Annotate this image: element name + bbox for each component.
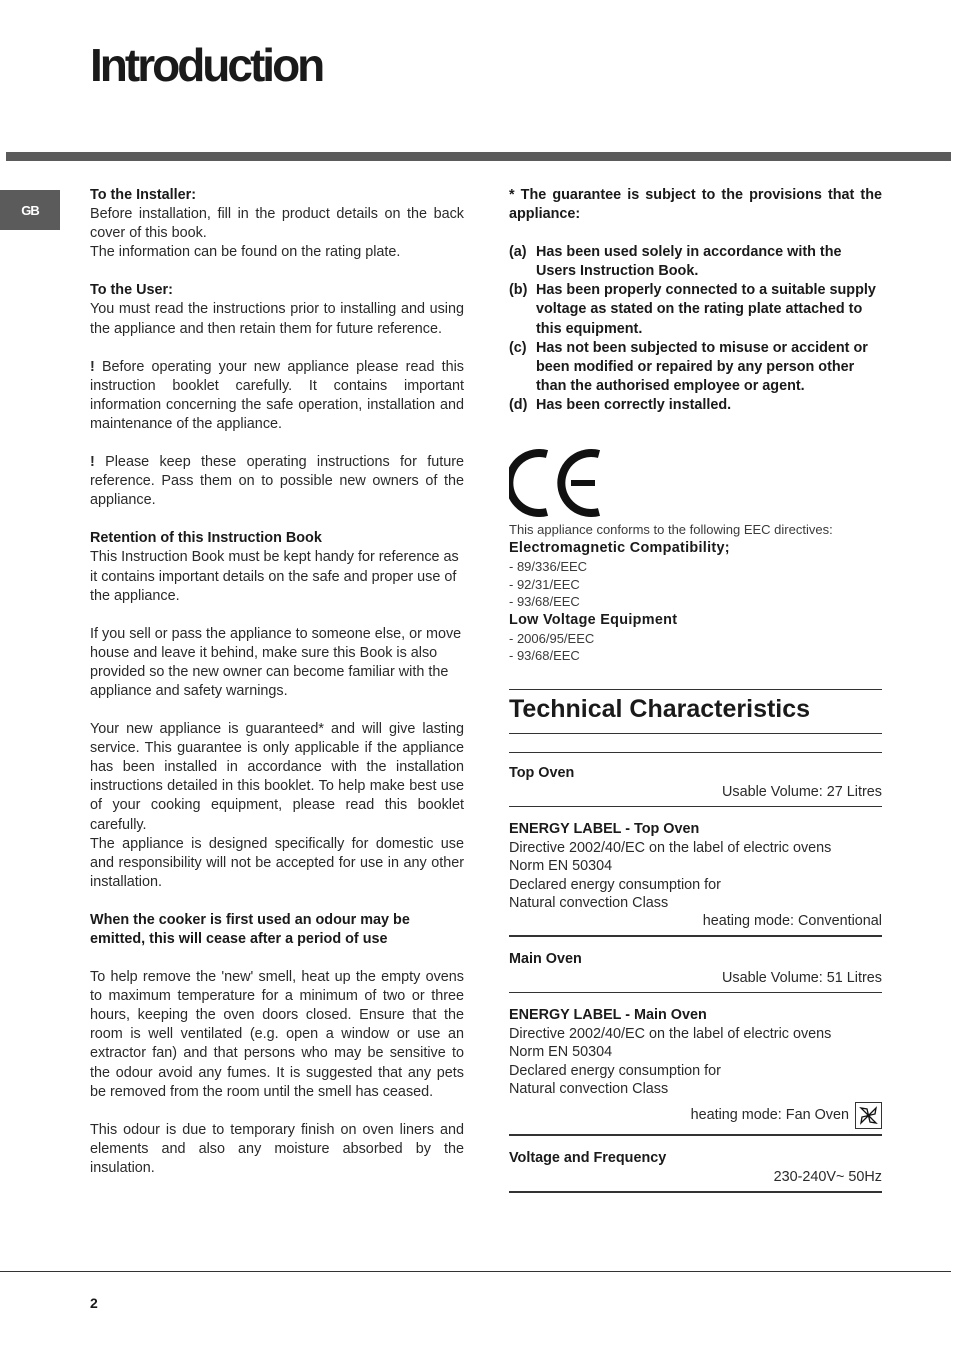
energy-top-line: Natural convection Class xyxy=(509,894,669,911)
warning-1-text: Before operating your new appliance please read this instruction booklet carefully. It contains important information concerning the safe operation, installation and maintenance of the appliance. xyxy=(90,358,464,432)
item-text: Has been used solely in accordance with the Users Instruction Book. xyxy=(536,244,842,280)
emc-list xyxy=(509,558,882,611)
main-oven-title: Main Oven xyxy=(509,951,582,967)
list-item xyxy=(509,281,882,338)
guarantee-provisions-heading: * The guarantee is subject to the provisions that the appliance: xyxy=(509,187,882,223)
energy-main-line: Declared energy consumption for xyxy=(509,1062,721,1079)
odour-text-2: This odour is due to temporary finish on oven liners and elements and also any moisture absorbed by the insulation. xyxy=(90,1121,464,1176)
fan-oven-icon xyxy=(855,1102,882,1129)
right-column xyxy=(509,186,882,1193)
energy-main-line: Natural convection Class xyxy=(509,1080,669,1097)
spec-main-oven xyxy=(509,935,882,992)
odour-text: To help remove the 'new' smell, heat up the empty ovens to maximum temperature for a minimum of two or three hours, keeping the oven doors closed. Ensure that the room is well ventilated (e.g. open a window or use an extractor fan) and that persons who may be sensitive to the odour avoid any fumes. It is suggested that any pets be removed from the room until the smell has ceased. xyxy=(90,969,464,1100)
emc-heading: Electromagnetic Compatibility; xyxy=(509,540,730,557)
ce-mark-icon xyxy=(509,446,882,520)
warning-mark: ! xyxy=(90,358,95,375)
user-heading: To the User: xyxy=(90,282,173,299)
ce-mark-icon-svg xyxy=(509,446,605,520)
warning-mark: ! xyxy=(90,454,95,471)
spec-bottom-rule xyxy=(509,1191,882,1193)
energy-top-line: Declared energy consumption for xyxy=(509,876,721,893)
energy-main-mode-row xyxy=(509,1102,882,1134)
footer-rule xyxy=(0,1271,951,1272)
language-tab: GB xyxy=(0,190,60,230)
guarantee-provisions-list xyxy=(509,243,882,415)
energy-top-line: Directive 2002/40/EC on the label of electric ovens xyxy=(509,840,832,857)
list-item: - 89/336/EEC xyxy=(509,559,588,575)
energy-main-line: Norm EN 50304 xyxy=(509,1044,613,1061)
tech-title: Technical Characteristics xyxy=(509,694,811,723)
page-number: 2 xyxy=(90,1295,98,1311)
item-text: Has been correctly installed. xyxy=(536,396,732,413)
left-column xyxy=(90,186,464,1178)
list-item: - 2006/95/EEC xyxy=(509,630,595,646)
voltage-title: Voltage and Frequency xyxy=(509,1150,667,1167)
spec-energy-top xyxy=(509,806,882,935)
odour-heading: When the cooker is first used an odour may be emitted, this will cease after a period of use xyxy=(90,911,410,947)
warning-1 xyxy=(90,358,464,434)
list-item: - 92/31/EEC xyxy=(509,576,580,592)
warning-2-text: Please keep these operating instructions for future reference. Pass them on to possible new owners of the appliance. xyxy=(90,454,464,509)
list-item: - 93/68/EEC xyxy=(509,648,580,664)
item-label: (a) xyxy=(509,244,527,261)
item-label: (c) xyxy=(509,339,527,356)
spec-voltage xyxy=(509,1134,882,1191)
warning-2 xyxy=(90,453,464,510)
energy-main-mode: heating mode: Fan Oven xyxy=(690,1107,849,1124)
page-title: Introduction xyxy=(90,39,323,91)
list-item xyxy=(509,243,882,281)
spec-top-oven xyxy=(509,752,882,806)
energy-top-mode: heating mode: Conventional xyxy=(702,912,882,929)
main-oven-volume: Usable Volume: 51 Litres xyxy=(722,970,882,987)
lve-list xyxy=(509,630,882,665)
item-text: Has not been subjected to misuse or accident or been modified or repaired by any person other than the authorised employee or agent. xyxy=(536,339,868,394)
item-label: (b) xyxy=(509,282,528,299)
list-item xyxy=(509,396,882,415)
list-item: - 93/68/EEC xyxy=(509,594,580,610)
retention-text: This Instruction Book must be kept handy for reference as it contains important details on the safe and proper use of the appliance. xyxy=(90,549,459,604)
voltage-value: 230-240V~ 50Hz xyxy=(773,1169,882,1186)
energy-top-line: Norm EN 50304 xyxy=(509,858,613,875)
item-label: (d) xyxy=(509,396,528,413)
lve-heading: Low Voltage Equipment xyxy=(509,611,678,628)
user-text: You must read the instructions prior to installing and using the appliance and then retain them for future reference. xyxy=(90,301,464,337)
installer-heading: To the Installer: xyxy=(90,187,197,203)
energy-main-title: ENERGY LABEL - Main Oven xyxy=(509,1007,707,1024)
installer-text-2: The information can be found on the rating plate. xyxy=(90,244,401,261)
installer-text: Before installation, fill in the product details on the back cover of this book. xyxy=(90,206,464,242)
tech-heading-box xyxy=(509,689,882,734)
guarantee-text-2: The appliance is designed specifically for domestic use and responsibility will not be accepted for use in any other installation. xyxy=(90,835,464,890)
guarantee-text: Your new appliance is guaranteed* and will give lasting service. This guarantee is only applicable if the appliance has been installed in accordance with the installation instructions detailed in this booklet. To help make best use of your cooking equipment, please read this booklet carefully. xyxy=(90,721,464,833)
list-item xyxy=(509,339,882,396)
eec-intro: This appliance conforms to the following EEC directives: xyxy=(509,522,833,538)
top-oven-volume: Usable Volume: 27 Litres xyxy=(722,783,882,800)
top-oven-title: Top Oven xyxy=(509,764,575,781)
item-text: Has been properly connected to a suitable supply voltage as stated on the rating plate attached to this equipment. xyxy=(536,282,876,337)
sell-text: If you sell or pass the appliance to someone else, or move house and leave it behind, make sure this Book is also provided so the new owner can become familiar with the appliance and safety warnings. xyxy=(90,625,462,699)
energy-main-line: Directive 2002/40/EC on the label of electric ovens xyxy=(509,1026,832,1043)
retention-heading: Retention of this Instruction Book xyxy=(90,530,322,547)
spec-energy-main xyxy=(509,992,882,1134)
energy-top-title: ENERGY LABEL - Top Oven xyxy=(509,821,700,837)
header-rule xyxy=(6,152,951,161)
